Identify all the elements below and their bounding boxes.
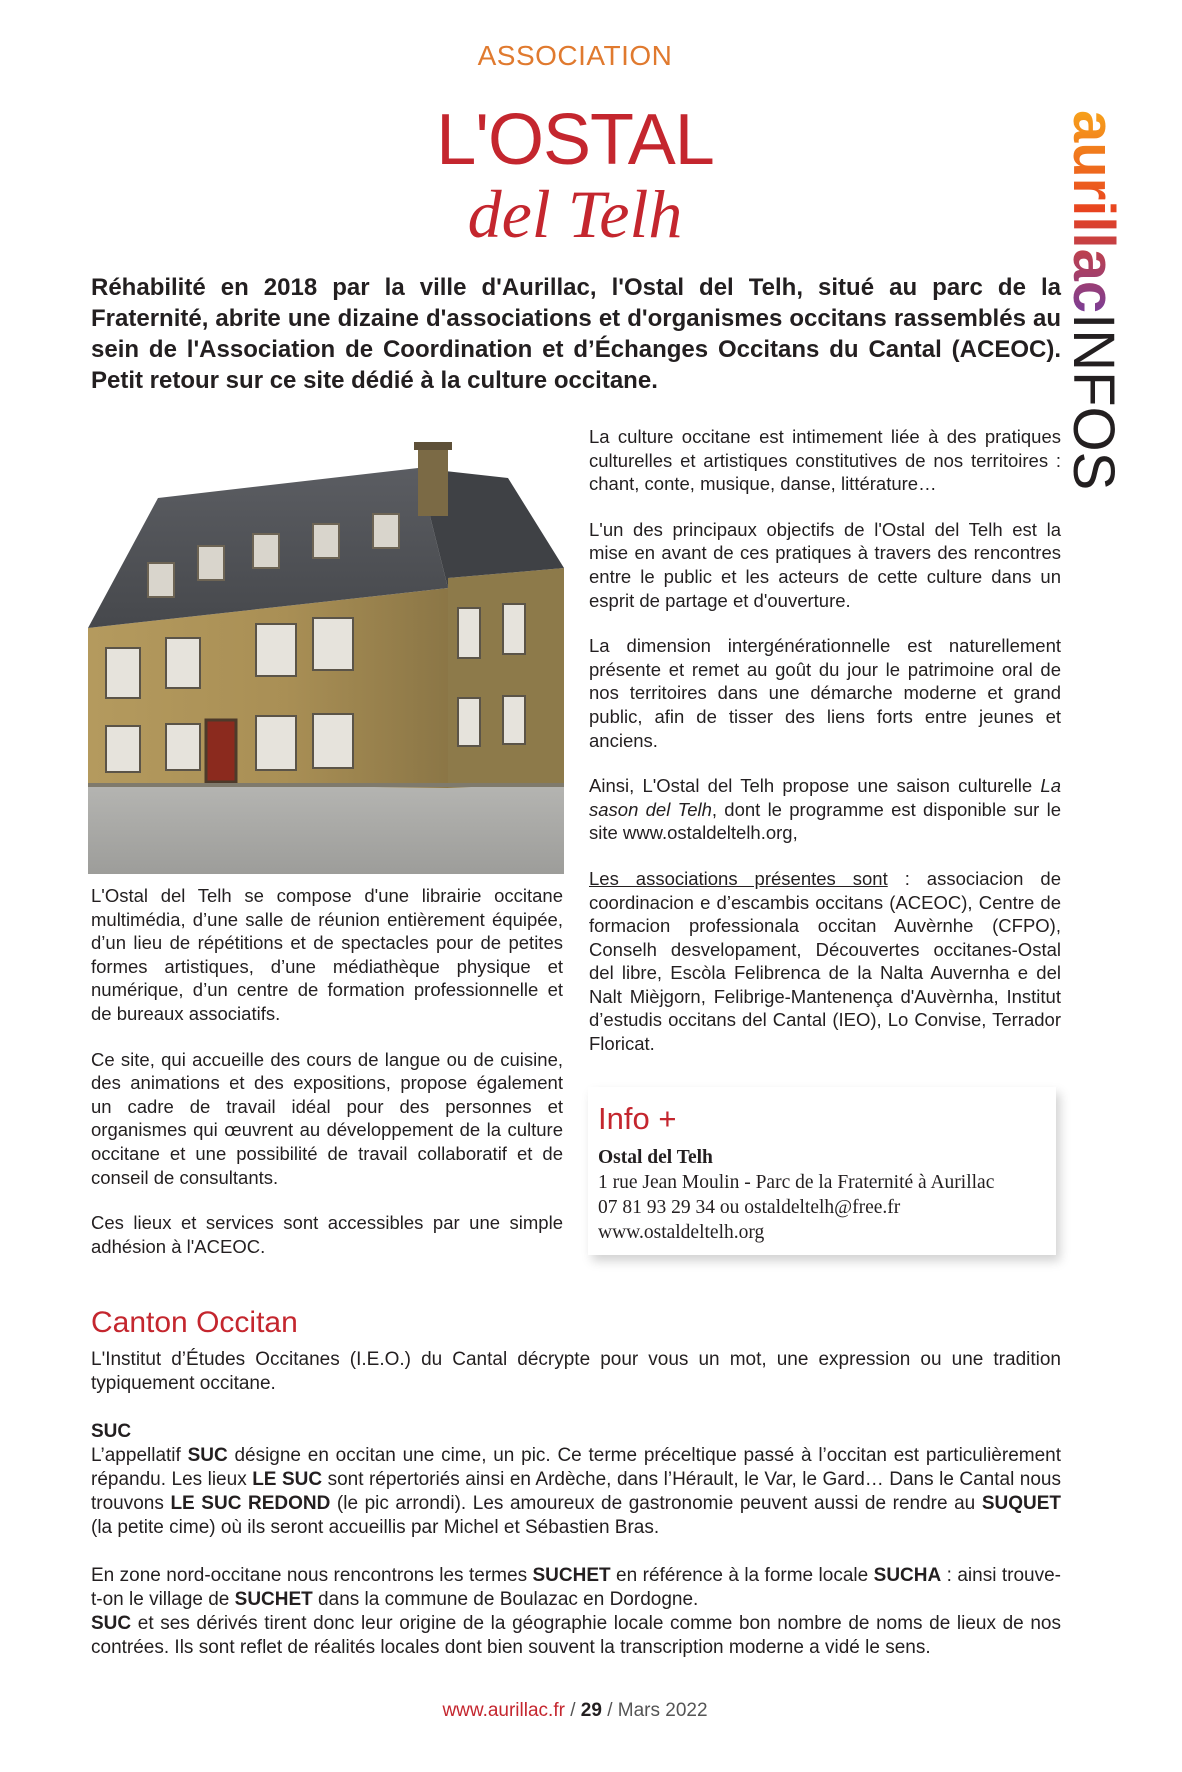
right-column	[589, 425, 1061, 1078]
footer-separator: /	[564, 1700, 581, 1721]
info-contact: 07 81 93 29 34 ou ostaldeltelh@free.fr	[598, 1197, 901, 1218]
bold-term: SUQUET	[981, 1493, 1062, 1514]
bold-term: LE SUC REDOND	[170, 1493, 331, 1514]
canton-paragraph: En zone nord-occitane nous rencontrons les termes SUCHET en référence à la forme locale SUCHA : ainsi trouve-t-on le village de SUCHET dans la commune de Boulazac en Dordogne.	[91, 1565, 1061, 1610]
left-paragraph: L'Ostal del Telh se compose d'une librairie occitane multimédia, d’une salle de réunion entièrement équipée, d’un lieu de répétitions et de spectacles pour de petites formes artistiques, d’une médiathèque physique et numérique, d’un centre de formation professionnelle et de bureaux associatifs.	[91, 885, 563, 1024]
footer-separator: /	[601, 1700, 618, 1721]
canton-title: Canton Occitan	[91, 1306, 298, 1339]
right-paragraph: La culture occitane est intimement liée à des pratiques culturelles et artistiques constitutives de nos territoires : chant, conte, musique, danse, littérature…	[589, 426, 1061, 495]
info-address: 1 rue Jean Moulin - Parc de la Fraternité à Aurillac	[598, 1172, 995, 1193]
left-column	[91, 884, 563, 1280]
footer-site: www.aurillac.fr	[442, 1700, 565, 1721]
canton-paragraph: L’appellatif SUC désigne en occitan une cime, un pic. Ce terme préceltique passé à l’occitan est particulièrement répandu. Les lieux LE SUC sont répertoriés ainsi en Ardèche, dans l’Hérault, le Var, le Gard… Dans le Cantal nous trouvons LE SUC REDOND (le pic arrondi). Les amoureux de gastronomie peuvent aussi de rendre au SUQUET (la petite cime) où ils seront accueillis par Michel et Sébastien Bras.	[91, 1445, 1062, 1538]
bold-term: SUCHET	[532, 1565, 611, 1586]
building-photo	[88, 438, 564, 874]
right-paragraph: La dimension intergénérationnelle est naturellement présente et remet au goût du jour le patrimoine oral de nos territoires dans une démarche moderne et grand public, afin de tisser des liens forts entre jeunes et anciens.	[589, 635, 1061, 751]
associations-label: Les associations présentes sont	[589, 867, 888, 889]
canton-paragraph: SUC et ses dérivés tirent donc leur origine de la géographie locale comme bon nombre de noms de lieux de nos contrées. Ils sont reflet de réalités locales dont bien souvent la transcription moderne a vidé le sens.	[91, 1613, 1061, 1658]
right-paragraph	[589, 774, 1061, 845]
section-kicker: ASSOCIATION	[477, 40, 673, 71]
left-paragraph: Ces lieux et services sont accessibles par une simple adhésion à l'ACEOC.	[91, 1212, 563, 1257]
right-paragraph: L'un des principaux objectifs de l'Ostal del Telh est la mise en avant de ces pratiques à travers des rencontres entre le public et les acteurs de cette culture dans un esprit de partage et d'ouverture.	[589, 518, 1061, 611]
info-name: Ostal del Telh	[598, 1147, 713, 1168]
page-footer	[0, 1700, 1150, 1722]
saison-title: La sason del Telh	[589, 775, 1061, 820]
left-paragraph: Ce site, qui accueille des cours de langue ou de cuisine, des animations et des expositions, propose également un cadre de travail idéal pour des personnes et organismes qui œuvrent au développement de la culture occitane et une possibilité de travail collaboratif et de conseil de consultants.	[91, 1048, 563, 1188]
info-box	[588, 1087, 1056, 1255]
bold-term: SUCHET	[234, 1589, 313, 1610]
footer-page-number: 29	[580, 1700, 602, 1721]
bold-term: SUCHA	[873, 1565, 942, 1586]
canton-section	[91, 1348, 1061, 1684]
right-paragraph	[589, 867, 1061, 1056]
saison-text-b: , dont le programme est disponible sur le site www.ostaldeltelh.org,	[589, 798, 1062, 844]
brand-logo-part1: aurillac	[1061, 110, 1126, 314]
bold-term: LE SUC	[252, 1469, 323, 1490]
footer-date: Mars 2022	[617, 1700, 708, 1721]
page-subtitle: del Telh	[467, 176, 683, 252]
bold-term: SUC	[91, 1613, 132, 1634]
saison-text-a: Ainsi, L'Ostal del Telh propose une saison culturelle	[589, 775, 1041, 797]
info-title: Info +	[598, 1101, 677, 1136]
associations-list: : associacion de coordinacion e d’escambis occitans (ACEOC), Centre de formacion professionala occitan Auvèrnhe (CFPO), Conselh desvelopament, Découvertes occitanes-Ostal del libre, Escòla Felibrenca de la Nalta Auvernha e del Nalt Mièjgorn, Felibrige-Mantenença d'Auvèrnha, Institut d’estudis occitans del Cantal (IEO), Lo Convise, Terrador Floricat.	[589, 867, 1061, 1055]
canton-intro: L'Institut d’Études Occitanes (I.E.O.) du Cantal décrypte pour vous un mot, une expression ou une tradition typiquement occitane.	[91, 1349, 1061, 1394]
page-title: L'OSTAL	[436, 100, 714, 180]
brand-logo-part2: INFOS	[1061, 313, 1126, 491]
canton-word: SUC	[91, 1421, 132, 1442]
intro-paragraph: Réhabilité en 2018 par la ville d'Aurillac, l'Ostal del Telh, situé au parc de la Fraternité, abrite une dizaine d'associations et d'organismes occitans rassemblés au sein de l'Association de Coordination et d’Échanges Occitans du Cantal (ACEOC). Petit retour sur ce site dédié à la culture occitane.	[91, 274, 1061, 394]
bold-term: SUC	[187, 1445, 228, 1466]
info-website: www.ostaldeltelh.org	[598, 1222, 765, 1243]
